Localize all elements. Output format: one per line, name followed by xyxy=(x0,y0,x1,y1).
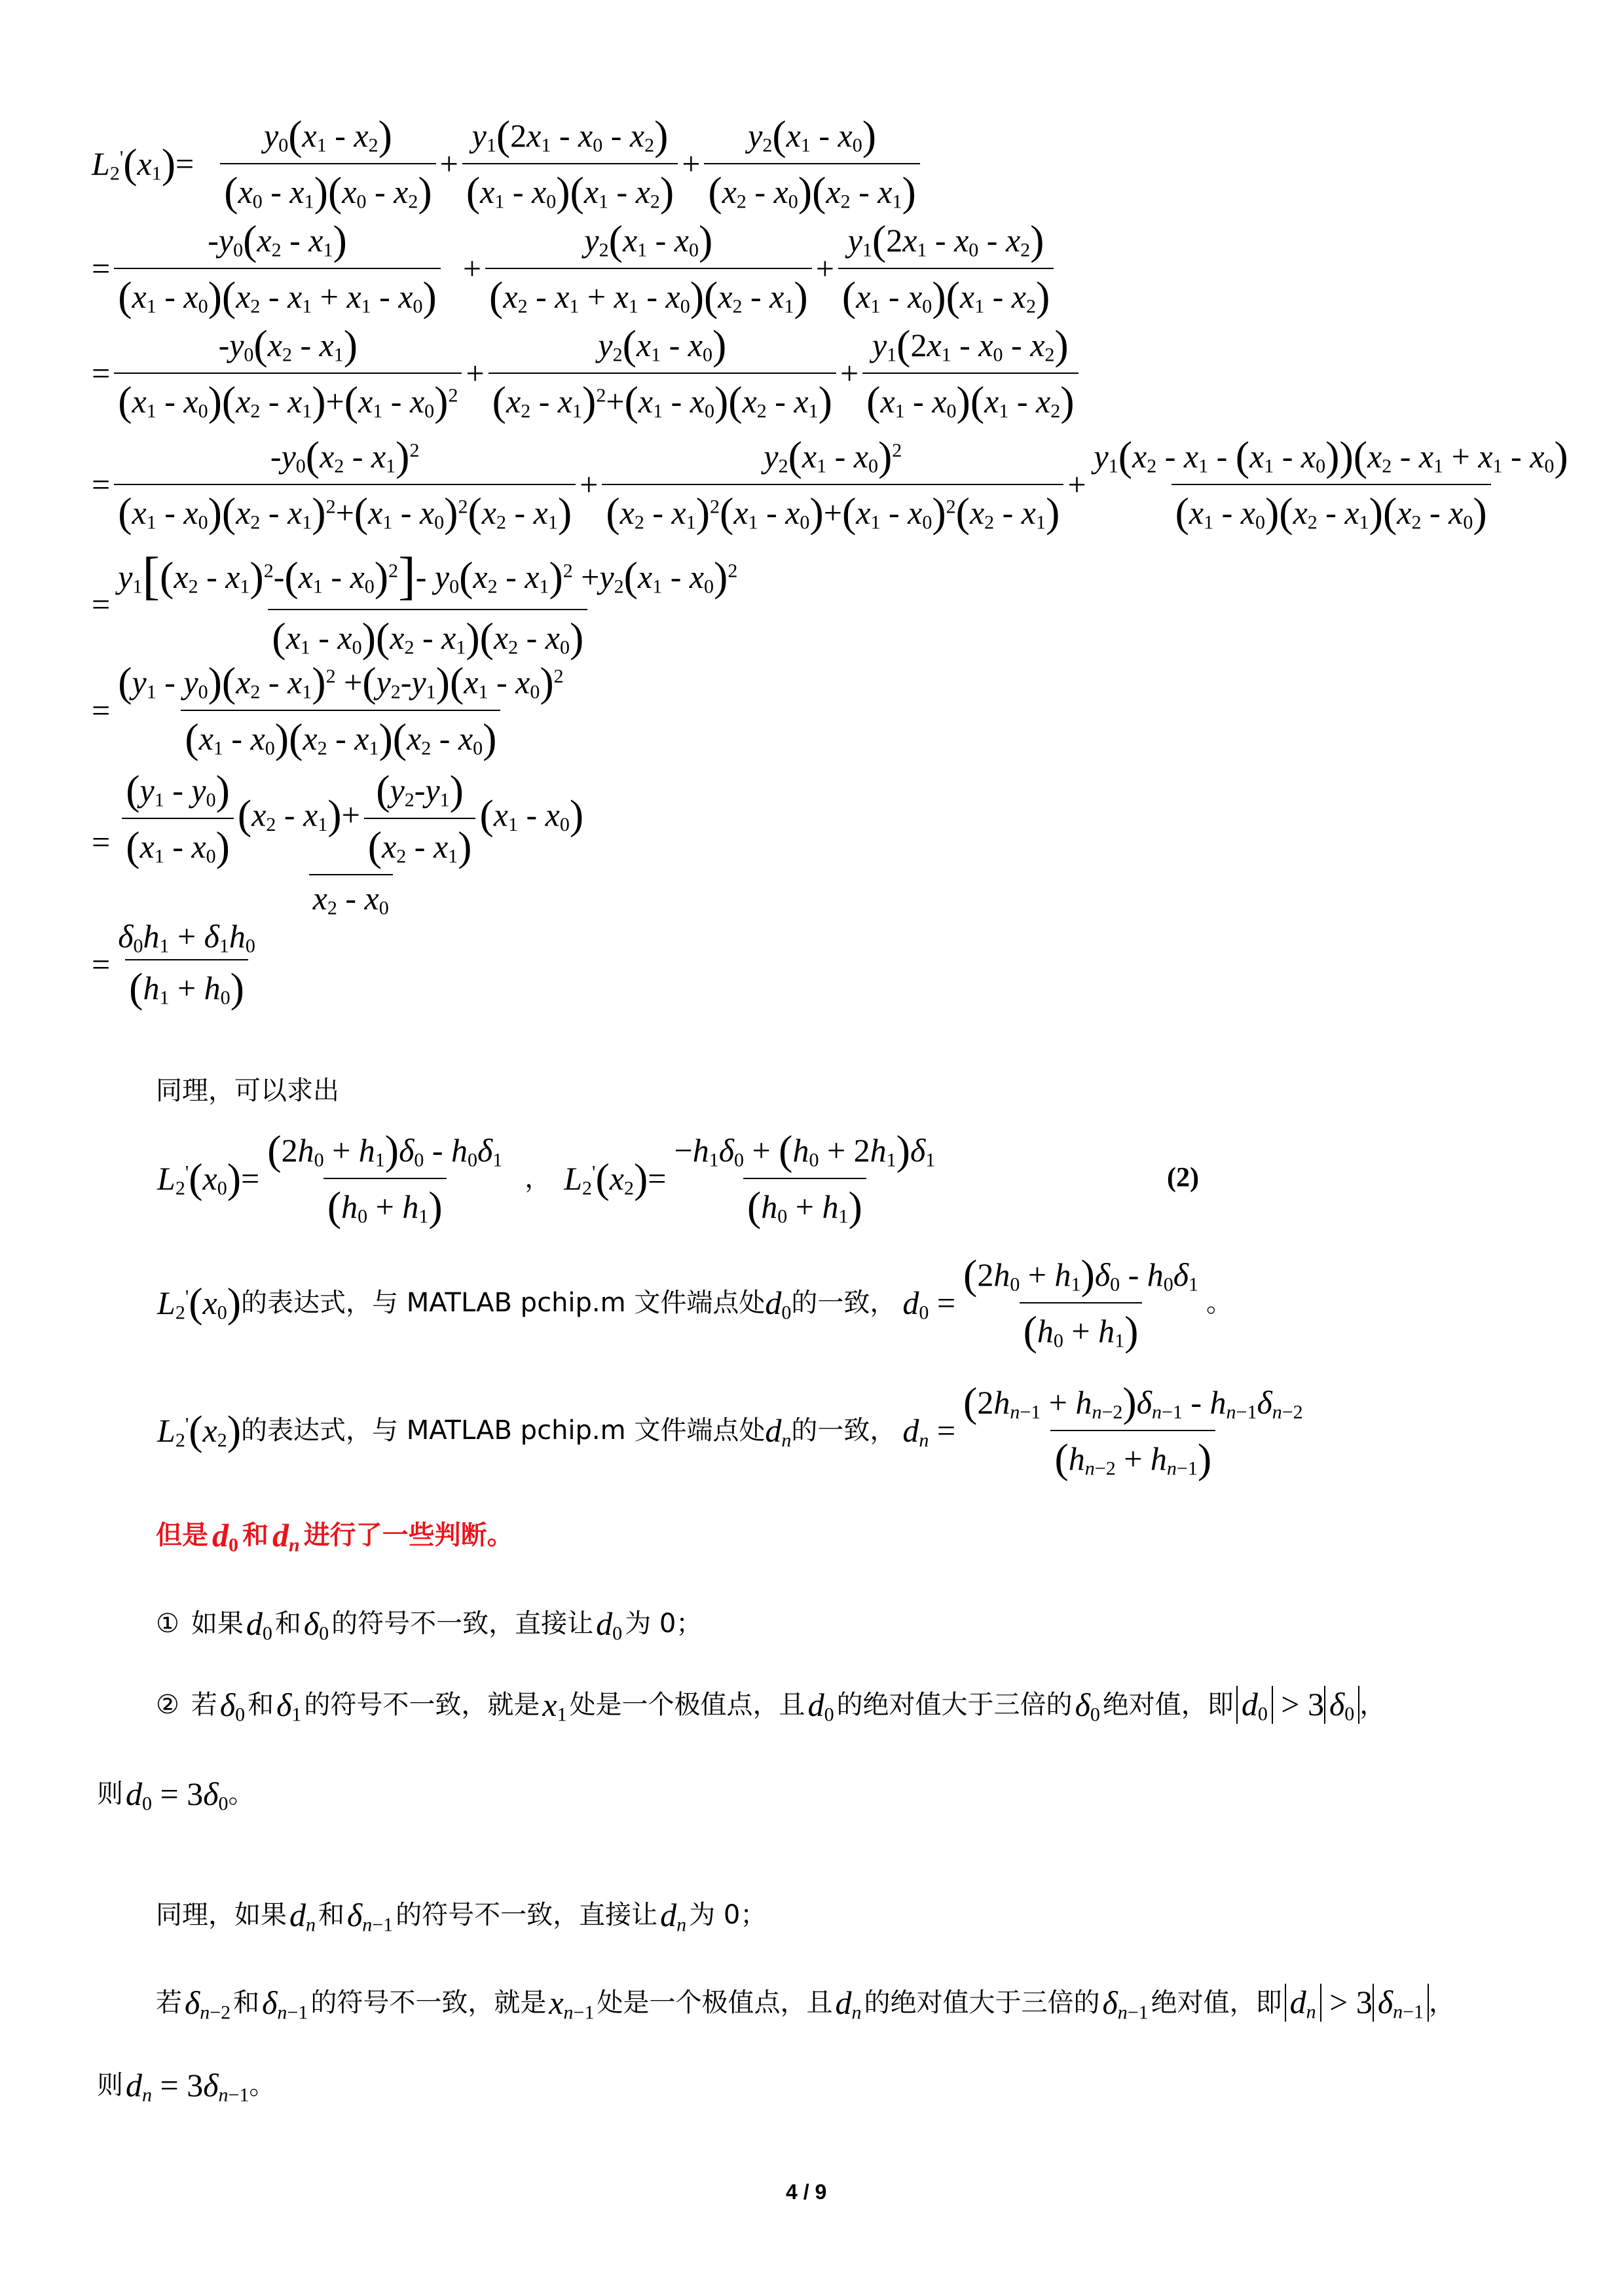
equation-number: (2) xyxy=(1167,1163,1199,1193)
expression-text: 的表达式，与 MATLAB pchip.m 文件端点处 xyxy=(241,1415,766,1446)
rule-text: 和 xyxy=(274,1609,301,1639)
equation-comma: ， xyxy=(525,1163,551,1194)
period: 。 xyxy=(228,1779,255,1809)
statement-d0: $L_2'(x_0)$ 的表达式，与 MATLAB pchip.m 文件端点处 $d_0$ 的一致， $d_0$ = $\frac{(2h_0 + h_1)\delta_0 - h_0\delta_1}{(h_0 + h_1)}$ 。 xyxy=(157,1251,1233,1354)
rule-item-1: ① 如果 $d_0$ 和 $\delta_0$ 的符号不一致，直接让 $d_0$ 为 0； xyxy=(156,1605,703,1645)
rule-text: 为 0； xyxy=(625,1609,703,1639)
rule-text: 和 xyxy=(248,1689,274,1720)
rule-dn-2: 若 $\delta_{n-2}$ 和 $\delta_{n-1}$ 的符号不一致，就是 $x_{n-1}$ 处是一个极值点，且 $d_n$ 的绝对值大于三倍的 $\delta_{n-1}$ 绝对值，即 $d_n > 3$ $\delta_{n-1}$ ， xyxy=(156,1984,1456,2024)
page-number: 4 / 9 xyxy=(786,2180,827,2204)
derivation-line-1: $L_2'(x_1)=$ $\frac{y_0(x_1 - x_2)}{(x_0 - x_1)(x_0 - x_2)}$ + $\frac{y_1(2x_1 - x_0 - x_2)}{(x_1 - x_0)(x_1 - x_2)}$ + $\frac{y_2(x_1 - x_0)}{(x_2 - x_0)(x_2 - x_1)}$ xyxy=(92,115,924,213)
red-text: 和 xyxy=(242,1520,268,1550)
rule-item-2-result: 则 $d_0 = 3\delta_0$ 。 xyxy=(97,1776,255,1815)
rule-text: 同理，如果 xyxy=(156,1900,287,1930)
rule-dn-1: 同理，如果 $d_n$ 和 $\delta_{n-1}$ 的符号不一致，直接让 $d_n$ 为 0； xyxy=(156,1897,767,1936)
rule-text: 处是一个极值点，且 xyxy=(569,1689,805,1720)
rule-text: 的符号不一致，直接让 xyxy=(396,1900,658,1930)
rule-text: ， xyxy=(1429,1987,1456,2018)
consistent-text: 的一致， xyxy=(791,1415,896,1446)
derivation-line-3: = $\frac{-y_0(x_2 - x_1)}{(x_1 - x_0)(x_2 - x_1)+(x_1 - x_0)^2}$ + $\frac{y_2(x_1 - x_0)}{(x_2 - x_1)^2+(x_1 - x_0)(x_2 - x_1)}$ + $\frac{y_1(2x_1 - x_0 - x_2)}{(x_1 - x_0)(x_1 - x_2)}$ xyxy=(92,324,1082,422)
rule-text: 若 xyxy=(156,1987,182,2018)
red-text: 进行了一些判断。 xyxy=(303,1520,513,1550)
period: 。 xyxy=(249,2070,276,2100)
circled-two: ② xyxy=(156,1689,179,1720)
statement-dn: $L_2'(x_2)$ 的表达式，与 MATLAB pchip.m 文件端点处 $d_n$ 的一致， $d_n$ = $\frac{(2h_{n-1} + h_{n-2})\delta_{n-1} - h_{n-1}\delta_{n-2}}{(h_{n-2} + h_{n-1})}$ xyxy=(157,1379,1303,1482)
rule-text: 和 xyxy=(318,1900,344,1930)
red-statement: 但是 $d_0$ 和 $d_n$ 进行了一些判断。 xyxy=(156,1517,513,1556)
derivation-line-8: = $\frac{\delta_0h_1 + \delta_1h_0}{(h_1 + h_0)}$ xyxy=(92,918,255,1011)
rule-text: 为 0； xyxy=(689,1900,767,1930)
rule-text: 如果 xyxy=(191,1609,244,1639)
rule-text: 的符号不一致，就是 xyxy=(304,1689,540,1720)
rule-text: 处是一个极值点，且 xyxy=(597,1987,833,2018)
red-text: 但是 xyxy=(156,1520,208,1550)
rule-item-2: ② 若 $\delta_0$ 和 $\delta_1$ 的符号不一致，就是 $x_1$ 处是一个极值点，且 $d_0$ 的绝对值大于三倍的 $\delta_0$ 绝对值，即 $d_0 > 3$ $\delta_0$ ， xyxy=(156,1686,1386,1726)
derivation-line-2: = $\frac{-y_0(x_2 - x_1)}{(x_1 - x_0)(x_2 - x_1 + x_1 - x_0)}$ + $\frac{y_2(x_1 - x_0)}{(x_2 - x_1 + x_1 - x_0)(x_2 - x_1)}$ + $\frac{y_1(2x_1 - x_0 - x_2)}{(x_1 - x_0)(x_1 - x_2)}$ xyxy=(92,219,1058,318)
similarly-solve-text: 同理，可以求出 xyxy=(156,1076,339,1106)
rule-text: ， xyxy=(1359,1689,1386,1720)
rule-text: 和 xyxy=(233,1987,260,2018)
rule-text: 绝对值，即 xyxy=(1102,1689,1234,1720)
rule-text: 则 xyxy=(97,2070,123,2100)
circled-one: ① xyxy=(156,1609,179,1639)
rule-text: 的绝对值大于三倍的 xyxy=(864,1987,1100,2018)
derivation-line-5: = $\frac{y_1[(x_2 - x_1)^2-(x_1 - x_0)^2]- y_0(x_2 - x_1)^2 +y_2(x_1 - x_0)^2}{(x_1 - x_0)(x_2 - x_1)(x_2 - x_0)}$ xyxy=(92,547,738,661)
derivation-line-7: = $\frac{(y_1 - y_0)}{(x_1 - x_0)}$ $(x_2 - x_1)+$ $\frac{(y_2-y_1)}{(x_2 - x_1)}$ $(x_1 - x_0)$ $x_2 - x_0$ xyxy=(92,767,584,919)
rule-text: 则 xyxy=(97,1779,123,1809)
rule-dn-result: 则 $d_n = 3\delta_{n-1}$ 。 xyxy=(97,2067,276,2106)
rule-text: 的符号不一致，就是 xyxy=(310,1987,547,2018)
rule-text: 绝对值，即 xyxy=(1151,1987,1282,2018)
rule-text: 若 xyxy=(191,1689,217,1720)
consistent-text: 的一致， xyxy=(791,1288,896,1318)
rule-text: 的符号不一致，直接让 xyxy=(331,1609,594,1639)
expression-text: 的表达式，与 MATLAB pchip.m 文件端点处 xyxy=(241,1288,766,1318)
derivation-line-6: = $\frac{(y_1 - y_0)(x_2 - x_1)^2 +(y_2-y_1)(x_1 - x_0)^2}{(x_1 - x_0)(x_2 - x_1)(x_2 - x_0)}$ xyxy=(92,659,564,761)
derivation-line-4: = $\frac{-y_0(x_2 - x_1)^2}{(x_1 - x_0)(x_2 - x_1)^2+(x_1 - x_0)^2(x_2 - x_1)}$ + $\frac{y_2(x_1 - x_0)^2}{(x_2 - x_1)^2(x_1 - x_0)+(x_1 - x_0)^2(x_2 - x_1)}$ + $\frac{y_1(x_2 - x_1 - (x_1 - x_0))(x_2 - x_1 + x_1 - x_0)}{(x_1 - x_0)(x_2 - x_1)(x_2 - x_0)}$ xyxy=(92,433,1568,536)
period: 。 xyxy=(1206,1288,1233,1318)
equation-2: $L_2'(x_0)=$ $\frac{(2h_0 + h_1)\delta_0 - h_0\delta_1}{(h_0 + h_1)}$ ， $L_2'(x_2)=$ $\frac{-h_1\delta_0 + (h_0 + 2h_1)\delta_1}{(h_0 + h_1)}$ xyxy=(157,1127,936,1230)
rule-text: 的绝对值大于三倍的 xyxy=(836,1689,1073,1720)
